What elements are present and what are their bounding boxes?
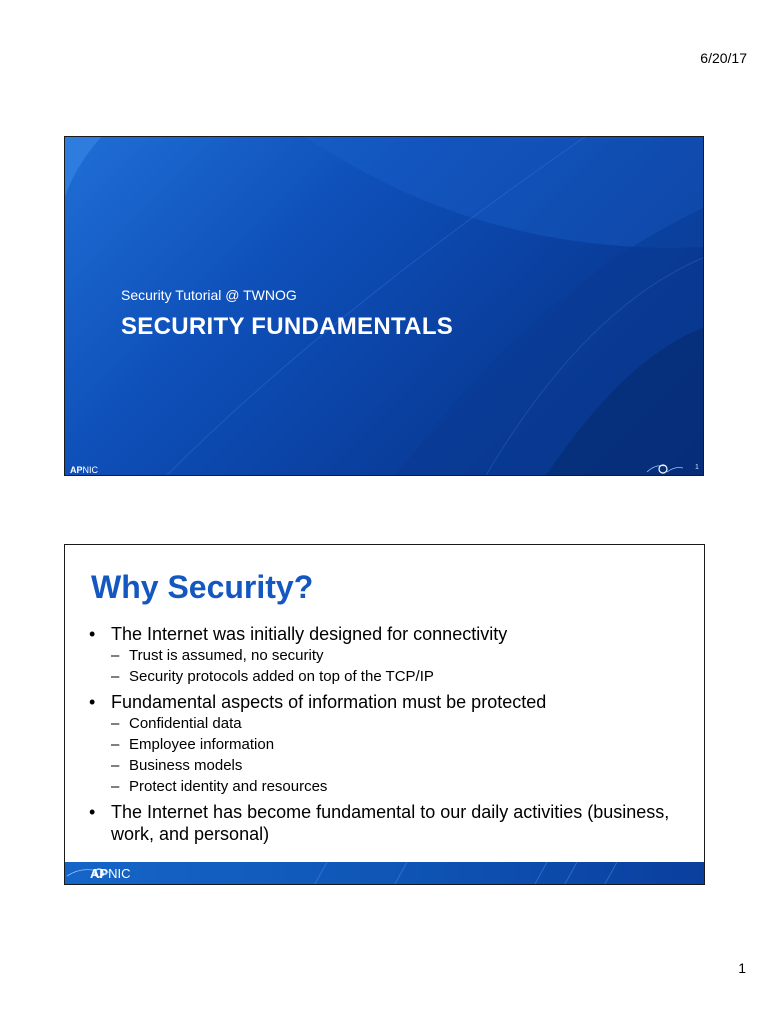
bullet-text: The Internet was initially designed for connectivity xyxy=(111,624,508,644)
bullet-icon: • xyxy=(89,692,96,712)
slide-background-swooshes xyxy=(65,137,704,476)
content-slide xyxy=(64,544,705,885)
sub-bullet-text: Confidential data xyxy=(129,715,242,732)
apnic-emblem-icon xyxy=(645,462,685,476)
bullet-text: The Internet has become fundamental to our daily activities (business, work, and personal) xyxy=(111,802,670,844)
list-item xyxy=(89,801,689,845)
apnic-logo xyxy=(70,465,98,475)
bullet-text: Fundamental aspects of information must be protected xyxy=(111,692,547,712)
sub-list xyxy=(111,713,689,797)
sub-list xyxy=(111,645,689,687)
list-item: – Protect identity and resources xyxy=(111,778,328,795)
sub-bullet-text: Business models xyxy=(129,757,243,774)
slide-heading: Why Security? xyxy=(91,569,314,605)
page-date: 6/20/17 xyxy=(700,50,747,66)
sub-bullet-text: Protect identity and resources xyxy=(129,778,328,795)
list-item: – Security protocols added on top of the TCP/IP xyxy=(111,668,434,685)
list-item xyxy=(89,623,689,687)
list-item: – Trust is assumed, no security xyxy=(111,647,324,664)
footer-stripes xyxy=(65,862,704,884)
list-item: – Employee information xyxy=(111,736,275,753)
bullet-icon: • xyxy=(89,802,96,822)
bullet-icon: • xyxy=(89,624,96,644)
sub-bullet-text: Security protocols added on top of the TCP/IP xyxy=(129,668,434,685)
slide-subtitle: Security Tutorial @ TWNOG xyxy=(121,287,297,303)
title-slide xyxy=(64,136,704,476)
slide-footer-bar xyxy=(65,862,704,884)
sub-bullet-text: Employee information xyxy=(129,736,275,753)
list-item: – Confidential data xyxy=(111,715,242,732)
page-number: 1 xyxy=(738,960,746,976)
apnic-emblem-icon xyxy=(65,866,115,880)
logo-ap: AP xyxy=(90,866,109,881)
logo-nic: NIC xyxy=(82,465,99,475)
list-item: – Business models xyxy=(111,757,243,774)
logo-ap: AP xyxy=(70,465,83,475)
slide-number: 1 xyxy=(695,464,699,471)
logo-nic: NIC xyxy=(108,866,131,881)
bullet-list xyxy=(89,623,689,845)
sub-bullet-text: Trust is assumed, no security xyxy=(129,647,324,664)
slide-title: SECURITY FUNDAMENTALS xyxy=(121,313,454,340)
list-item xyxy=(89,691,689,797)
